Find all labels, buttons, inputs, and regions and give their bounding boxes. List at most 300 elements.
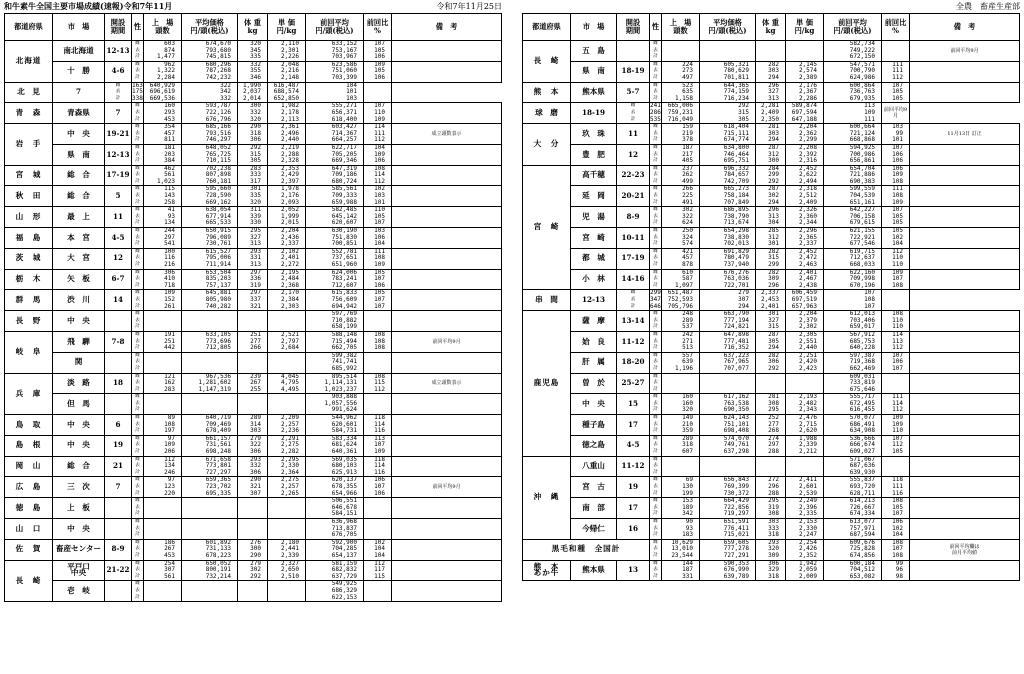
prev-avg-line: 647,319 bbox=[331, 165, 357, 172]
prev-avg-line: 597,387 bbox=[849, 352, 875, 359]
avg-price-line: 835,203 bbox=[205, 275, 231, 283]
avg-price-line: 669,162 bbox=[205, 198, 231, 206]
unit-price-line bbox=[268, 511, 299, 518]
weight-line: 279 bbox=[738, 289, 749, 297]
sex-line: 計 bbox=[135, 199, 140, 205]
weight-cell bbox=[238, 311, 268, 332]
ratio-cell bbox=[364, 290, 392, 311]
weight-line: 292 bbox=[250, 144, 261, 151]
market-cell: 県 南 bbox=[571, 61, 617, 82]
ratio-cell bbox=[882, 394, 910, 415]
weight-cell bbox=[238, 124, 268, 145]
weight-line: 289 bbox=[250, 414, 261, 422]
prefecture-cell: 佐 賀 bbox=[5, 539, 53, 560]
sex-line: 計 bbox=[653, 95, 658, 101]
sex-line: 雌 bbox=[653, 41, 658, 46]
sex-cell bbox=[132, 41, 144, 62]
prev-avg-line: 623,586 bbox=[331, 61, 357, 68]
prev-avg-line: 697,519 bbox=[791, 295, 817, 303]
ratio-cell bbox=[882, 124, 910, 145]
avg-price-cell bbox=[182, 311, 238, 332]
market-cell: 南北海道 bbox=[53, 41, 105, 62]
prev-avg-cell bbox=[824, 498, 882, 519]
ratio-line: 109 bbox=[374, 150, 385, 158]
unit-price-line: 2,295 bbox=[280, 456, 299, 463]
avg-price-cell bbox=[182, 456, 238, 477]
sex-cell bbox=[617, 290, 650, 311]
unit-price-line: 2,335 bbox=[798, 510, 817, 518]
weight-line: 330 bbox=[250, 219, 261, 227]
unit-price-cell bbox=[786, 41, 824, 62]
unit-price-line: 1,982 bbox=[280, 102, 299, 110]
prev-avg-line: 647,188 bbox=[791, 115, 817, 123]
ratio-cell bbox=[364, 269, 392, 290]
unit-price-line bbox=[268, 505, 299, 512]
avg-price-line: 593,787 bbox=[205, 102, 231, 110]
unit-price-line: 2,226 bbox=[280, 53, 299, 61]
unit-price-cell bbox=[268, 61, 306, 82]
avg-price-line: 773,801 bbox=[205, 462, 231, 470]
sex-line: 計 bbox=[135, 116, 140, 122]
weight-line: 293 bbox=[250, 456, 261, 463]
head-count-line: 162 bbox=[164, 379, 175, 387]
sex-line: 計 bbox=[135, 74, 140, 80]
sex-cell bbox=[132, 456, 144, 477]
unit-price-line bbox=[268, 394, 299, 401]
head-count-cell bbox=[662, 124, 700, 145]
ratio-line: 111 bbox=[892, 483, 903, 490]
period-cell: 11-12 bbox=[617, 456, 650, 477]
column-header: 前回平均 円/頭(税込) bbox=[306, 14, 364, 41]
avg-price-cell bbox=[182, 228, 238, 249]
remarks-cell bbox=[392, 394, 502, 415]
weight-cell bbox=[238, 186, 268, 207]
ratio-cell bbox=[364, 394, 392, 415]
period-cell: 11 bbox=[105, 207, 132, 228]
unit-price-cell bbox=[268, 103, 306, 124]
column-header: 開設 期間 bbox=[105, 14, 132, 41]
avg-price-line bbox=[700, 380, 749, 387]
ratio-line: 107 bbox=[892, 545, 903, 553]
sex-line: 雌 bbox=[653, 311, 658, 317]
unit-price-cell bbox=[786, 352, 824, 373]
head-count-line: 491 bbox=[682, 198, 693, 206]
remarks-cell bbox=[392, 311, 502, 332]
market-cell: 飛 騨 bbox=[53, 331, 105, 352]
ratio-cell bbox=[306, 82, 364, 103]
avg-price-line: 659,605 bbox=[723, 539, 749, 546]
ratio-cell bbox=[882, 248, 910, 269]
ratio-line: 104 bbox=[892, 240, 903, 248]
unit-price-line: 2,219 bbox=[280, 144, 299, 151]
avg-price-line: 745,815 bbox=[205, 53, 231, 61]
prev-avg-cell bbox=[824, 456, 882, 477]
ratio-line: 102 bbox=[892, 524, 903, 532]
weight-line bbox=[238, 511, 261, 518]
table-row bbox=[5, 82, 502, 103]
remarks-cell bbox=[392, 207, 502, 228]
head-count-line: 646 bbox=[650, 302, 661, 310]
prev-avg-cell bbox=[786, 103, 824, 124]
prev-avg-line: 713,837 bbox=[331, 524, 357, 532]
sex-line: 雌 bbox=[135, 394, 140, 400]
market-cell: 児 湯 bbox=[571, 207, 617, 228]
weight-line: 300 bbox=[250, 545, 261, 553]
ratio-cell bbox=[364, 435, 392, 456]
sex-line: 去 bbox=[653, 47, 658, 53]
ratio-line bbox=[364, 519, 385, 526]
prev-avg-line: 615,833 bbox=[331, 289, 357, 297]
period-cell: 13 bbox=[617, 560, 650, 581]
avg-price-cell bbox=[182, 269, 238, 290]
prefecture-cell: 北海道 bbox=[5, 41, 53, 83]
prefecture-cell: 岡 山 bbox=[5, 456, 53, 477]
sex-line: 去 bbox=[653, 421, 658, 427]
weight-line: 290 bbox=[250, 123, 261, 131]
weight-line: 320 bbox=[250, 115, 261, 123]
table-row bbox=[523, 82, 1020, 103]
unit-price-cell bbox=[786, 560, 824, 581]
sex-line: 計 bbox=[653, 282, 658, 288]
prefecture-cell: 熊 本 bbox=[523, 82, 571, 103]
prev-avg-line: 640,228 bbox=[849, 344, 875, 352]
head-count-line bbox=[662, 470, 693, 477]
unit-price-cell bbox=[268, 352, 306, 373]
sex-line: 計 bbox=[135, 594, 140, 600]
ratio-line: 112 bbox=[892, 73, 903, 81]
weight-line: 284 bbox=[768, 165, 779, 172]
sex-line: 去 bbox=[135, 213, 140, 219]
avg-price-line: 637,298 bbox=[723, 448, 749, 456]
ratio-line bbox=[364, 311, 385, 318]
weight-cell bbox=[238, 228, 268, 249]
weight-line: 296 bbox=[768, 281, 779, 289]
avg-price-cell bbox=[182, 373, 238, 394]
avg-price-cell bbox=[700, 41, 756, 62]
period-cell: 4-5 bbox=[617, 435, 650, 456]
unit-price-cell bbox=[786, 61, 824, 82]
avg-price-cell bbox=[182, 477, 238, 498]
head-count-line: 241 bbox=[650, 102, 661, 110]
prefecture-cell: 青 森 bbox=[5, 103, 53, 124]
prev-avg-line: 658,199 bbox=[331, 323, 357, 331]
market-cell: 平戸口 中央 bbox=[53, 560, 105, 581]
unit-price-line: 2,251 bbox=[798, 352, 817, 359]
weight-cell bbox=[756, 144, 786, 165]
weight-line: 252 bbox=[768, 414, 779, 422]
sex-line: 去 bbox=[653, 276, 658, 282]
prev-avg-line: 585,561 bbox=[331, 185, 357, 193]
avg-price-cell bbox=[700, 394, 756, 415]
unit-price-line: 2,180 bbox=[280, 539, 299, 546]
sex-line: 雌 bbox=[135, 498, 140, 504]
unit-price-line: 2,037 bbox=[242, 88, 261, 96]
sex-line: 雌 bbox=[653, 477, 658, 483]
unit-price-cell bbox=[786, 124, 824, 145]
avg-price-line: 634,800 bbox=[723, 144, 749, 151]
prev-avg-line: 749,222 bbox=[849, 46, 875, 54]
prev-avg-line: 675,646 bbox=[849, 385, 875, 393]
unit-price-cell bbox=[268, 207, 306, 228]
sex-line: 去 bbox=[653, 193, 658, 199]
unit-price-line bbox=[268, 407, 299, 414]
sex-line: 去 bbox=[653, 504, 658, 510]
period-cell bbox=[617, 41, 650, 62]
avg-price-line bbox=[182, 526, 231, 533]
ratio-cell bbox=[364, 41, 392, 62]
remarks-cell bbox=[910, 331, 1020, 352]
weight-line: 295 bbox=[768, 497, 779, 505]
unit-price-line: 2,441 bbox=[280, 545, 299, 553]
weight-line: 345 bbox=[250, 46, 261, 54]
unit-price-line bbox=[268, 324, 299, 331]
sex-line: 計 bbox=[135, 386, 140, 392]
avg-price-line: 686,895 bbox=[723, 206, 749, 214]
weight-line: 320 bbox=[250, 40, 261, 47]
prev-avg-line: 664,257 bbox=[331, 136, 357, 144]
prefecture-cell: 宮 城 bbox=[5, 165, 53, 186]
head-count-line bbox=[144, 407, 175, 414]
sex-cell bbox=[132, 498, 144, 519]
weight-line bbox=[756, 380, 779, 387]
prev-avg-line: 630,190 bbox=[331, 227, 357, 235]
avg-price-line: 732,214 bbox=[205, 572, 231, 580]
unit-price-line: 2,236 bbox=[280, 427, 299, 435]
sex-line: 去 bbox=[135, 338, 140, 344]
avg-price-line bbox=[700, 54, 749, 61]
weight-line: 303 bbox=[768, 518, 779, 525]
sex-cell bbox=[132, 435, 144, 456]
head-count-cell bbox=[662, 41, 700, 62]
prev-avg-line: 662,705 bbox=[331, 344, 357, 352]
avg-price-line bbox=[182, 366, 231, 373]
period-cell: 12-13 bbox=[571, 290, 617, 311]
prev-avg-line: 709,998 bbox=[849, 275, 875, 283]
ratio-cell bbox=[882, 435, 910, 456]
weight-line: 319 bbox=[250, 281, 261, 289]
table-row bbox=[5, 394, 502, 415]
weight-cell bbox=[238, 248, 268, 269]
sex-line: 計 bbox=[653, 199, 658, 205]
weight-line bbox=[238, 595, 261, 602]
period-cell: 22-23 bbox=[617, 165, 650, 186]
sex-line: 去 bbox=[653, 380, 658, 386]
ratio-line: 101 bbox=[346, 88, 357, 96]
ratio-line: 106 bbox=[374, 489, 385, 497]
prev-avg-line: 582,734 bbox=[849, 40, 875, 47]
prev-avg-line: 637,729 bbox=[331, 572, 357, 580]
ratio-line: 99 bbox=[895, 560, 903, 567]
head-count-line: 405 bbox=[682, 157, 693, 165]
head-count-line: 587 bbox=[682, 275, 693, 283]
head-count-line: 13,010 bbox=[671, 545, 693, 553]
table-row bbox=[5, 207, 502, 228]
head-count-line: 206 bbox=[164, 448, 175, 456]
prev-avg-line: 709,186 bbox=[331, 171, 357, 179]
unit-price-line: 2,254 bbox=[798, 539, 817, 546]
avg-price-line: 665,273 bbox=[723, 185, 749, 193]
head-count-line bbox=[144, 532, 175, 539]
weight-line: 315 bbox=[250, 150, 261, 158]
prev-avg-cell bbox=[824, 82, 882, 103]
unit-price-line: 2,052 bbox=[280, 206, 299, 214]
sex-line: 去 bbox=[653, 484, 658, 489]
sex-line: 去 bbox=[653, 359, 658, 365]
weight-line: 306 bbox=[768, 560, 779, 567]
prev-avg-line: 581,159 bbox=[331, 560, 357, 567]
head-count-cell bbox=[662, 61, 700, 82]
weight-line: 311 bbox=[250, 206, 261, 214]
head-count-line: 153 bbox=[682, 497, 693, 505]
unit-price-cell bbox=[786, 331, 824, 352]
weight-cell bbox=[238, 581, 268, 602]
ratio-line bbox=[364, 511, 385, 518]
weight-line: 319 bbox=[768, 503, 779, 511]
remarks-cell bbox=[910, 560, 1020, 581]
head-count-line: 160 bbox=[164, 102, 175, 110]
weight-line: 355 bbox=[250, 67, 261, 75]
unit-price-line: 2,296 bbox=[798, 227, 817, 235]
unit-price-line bbox=[786, 41, 817, 48]
head-count-line: 203 bbox=[164, 150, 175, 158]
market-cell: 姶 良 bbox=[571, 331, 617, 352]
head-count-line: 143 bbox=[164, 192, 175, 200]
head-count-line: 246 bbox=[164, 468, 175, 476]
ratio-line: 110 bbox=[892, 261, 903, 268]
sex-line: 計 bbox=[135, 407, 140, 413]
weight-line: 315 bbox=[768, 323, 779, 331]
sex-line: 雌 bbox=[135, 248, 140, 254]
prev-avg-line: 634,908 bbox=[849, 427, 875, 435]
sex-cell bbox=[132, 61, 144, 82]
sex-line: 雌 bbox=[135, 581, 140, 587]
period-cell: 6 bbox=[105, 415, 132, 436]
weight-line: 321 bbox=[250, 483, 261, 490]
ratio-line: 108 bbox=[374, 373, 385, 380]
prefecture-cell: 長 野 bbox=[5, 311, 53, 332]
avg-price-line: 731,561 bbox=[205, 441, 231, 449]
weight-line: 327 bbox=[768, 316, 779, 324]
head-count-cell bbox=[144, 498, 182, 519]
column-header: 性 bbox=[132, 14, 144, 41]
weight-line: 313 bbox=[250, 261, 261, 268]
ratio-line: 115 bbox=[374, 572, 385, 580]
column-header: 単 価 円/kg bbox=[268, 14, 306, 41]
avg-price-cell bbox=[700, 373, 756, 394]
head-count-line: 23,544 bbox=[671, 551, 693, 559]
unit-price-line: 2,551 bbox=[798, 337, 817, 345]
weight-cell bbox=[238, 373, 268, 394]
sex-line: 計 bbox=[653, 407, 658, 413]
sex-line: 計 bbox=[653, 220, 658, 226]
avg-price-line: 650,052 bbox=[205, 560, 231, 567]
sex-line: 雌 bbox=[135, 435, 140, 441]
ratio-cell bbox=[824, 290, 882, 311]
unit-price-line: 2,110 bbox=[280, 40, 299, 47]
weight-line: 320 bbox=[768, 545, 779, 553]
table-row bbox=[523, 498, 1020, 519]
period-cell: 15 bbox=[617, 394, 650, 415]
head-count-cell bbox=[144, 435, 182, 456]
prev-avg-line: 756,609 bbox=[331, 295, 357, 303]
ratio-cell bbox=[364, 207, 392, 228]
head-count-line: 183 bbox=[682, 531, 693, 539]
column-header: 前回平均 円/頭(税込) bbox=[824, 14, 882, 41]
avg-price-line bbox=[182, 407, 231, 414]
unit-price-line: 2,423 bbox=[798, 364, 817, 372]
avg-price-cell bbox=[700, 82, 756, 103]
ratio-line: 105 bbox=[892, 219, 903, 227]
prev-avg-cell bbox=[306, 394, 364, 415]
prev-avg-line: 640,361 bbox=[331, 448, 357, 456]
head-count-line: 718 bbox=[164, 281, 175, 289]
period-cell bbox=[105, 498, 132, 519]
avg-price-line bbox=[700, 457, 749, 464]
unit-price-line: 2,330 bbox=[798, 524, 817, 532]
ratio-line: 116 bbox=[374, 427, 385, 435]
weight-cell bbox=[238, 456, 268, 477]
head-count-line: 541 bbox=[164, 240, 175, 248]
ratio-line: 108 bbox=[892, 281, 903, 289]
ratio-line bbox=[364, 407, 385, 414]
sex-line: 計 bbox=[135, 262, 140, 267]
sex-cell bbox=[650, 207, 662, 228]
market-cell: 肝 属 bbox=[571, 352, 617, 373]
prev-avg-line: 712,637 bbox=[849, 254, 875, 262]
weight-cell bbox=[756, 415, 786, 436]
remarks-cell bbox=[392, 61, 502, 82]
left-header bbox=[4, 0, 504, 13]
head-count-cell bbox=[144, 248, 182, 269]
sex-cell bbox=[650, 82, 662, 103]
avg-price-line: 678,409 bbox=[205, 427, 231, 435]
sex-line: 計 bbox=[135, 282, 140, 288]
weight-line: 333 bbox=[250, 171, 261, 179]
sex-line: 去 bbox=[653, 567, 658, 573]
market-cell: 球 磨 bbox=[523, 103, 571, 124]
head-count-line bbox=[144, 498, 175, 505]
sex-cell bbox=[650, 269, 662, 290]
head-count-line: 874 bbox=[164, 46, 175, 54]
unit-price-line: 2,384 bbox=[280, 295, 299, 303]
ratio-line bbox=[882, 457, 903, 464]
table-row bbox=[5, 477, 502, 498]
avg-price-line bbox=[182, 394, 231, 401]
unit-price-line: 2,409 bbox=[760, 108, 779, 116]
sex-line: 雌 bbox=[135, 165, 140, 171]
ratio-line: 108 bbox=[864, 295, 875, 303]
avg-price-cell bbox=[182, 186, 238, 207]
sex-line: 雌 bbox=[653, 124, 658, 130]
market-cell: 青森県 bbox=[53, 103, 105, 124]
ratio-line: 114 bbox=[892, 399, 903, 407]
ratio-line: 103 bbox=[374, 192, 385, 200]
prefecture-cell: 茨 城 bbox=[5, 248, 53, 269]
weight-line: 282 bbox=[768, 352, 779, 359]
ratio-line bbox=[364, 588, 385, 595]
table-row bbox=[523, 165, 1020, 186]
unit-price-line: 1,988 bbox=[798, 435, 817, 442]
avg-price-line: 722,126 bbox=[205, 108, 231, 116]
sex-line: 雌 bbox=[115, 82, 121, 88]
prev-avg-line: 700,851 bbox=[331, 240, 357, 248]
prev-avg-cell bbox=[306, 477, 364, 498]
unit-price-cell bbox=[268, 394, 306, 415]
ratio-line: 111 bbox=[374, 129, 385, 137]
head-count-line bbox=[662, 374, 693, 381]
head-count-line: 160 bbox=[682, 399, 693, 407]
prev-avg-cell bbox=[306, 539, 364, 560]
